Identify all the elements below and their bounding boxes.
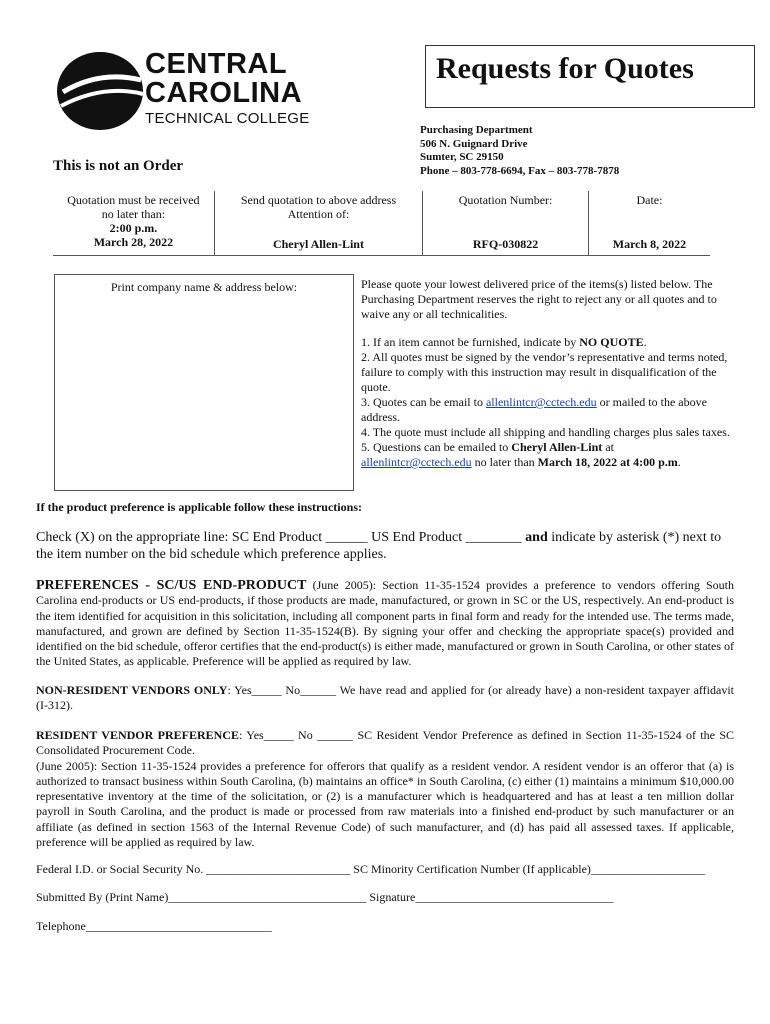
preferences-text: (June 2005): Section 11-35-1524 provides a preference to vendors offering South Carolina end-products or US end-products, if those products are made, manufactured, or grown in SC or the US, respectively. An end-product is the item identified for acquisition in this solicitation, including all component parts in final form and ready for the intended use. The terms made, manufactured, and grown are defined by Section 11-35-1524(B). By signing your offer and checking the appropriate space(s) provided and identified on the bid schedule, offeror certifies that the end-product(s) is either made, manufactured or grown in South Carolina, or other states of the United States, as applicable. Preference will be applied as required by law. <box>36 578 735 669</box>
deadline-cell <box>53 191 214 256</box>
no-quote-term: NO QUOTE <box>579 335 644 349</box>
check-and: and <box>525 530 548 545</box>
check-text: Check (X) on the appropriate line: SC End Product ______ US End Product ________ <box>36 530 526 545</box>
telephone-line[interactable]: Telephone_______________________________ <box>36 919 272 933</box>
resident-definition: (June 2005): Section 11-35-1524 provides a preference for offerors that qualify as a resident vendor. A resident vendor is an offeror that (a) is authorized to transact business within South Carolina, (b) maintains an office* in South Carolina, (c) either (1) maintains a minimum $10,000.00 representative inventory at the time of the solicitation, or (2) is a manufacturer which is headquartered and has at least a ten million dollar payroll in South Carolina, and the product is made or processed from raw materials into a finished end-product by such manufacturer or an affiliate (as defined in section 1563 of the Internal Revenue Code) of such manufacturer, and (d) has paid all assessed taxes. If applicable, preference will be applied as required by law. <box>36 758 734 850</box>
date-cell <box>588 191 710 256</box>
deadline-time: 2:00 p.m. <box>109 221 158 235</box>
quote-number: RFQ-030822 <box>472 237 539 251</box>
resident-section <box>36 728 734 850</box>
quote-number-cell <box>423 191 589 256</box>
instruction-5 <box>361 440 731 470</box>
instruction-2: 2. All quotes must be signed by the vendor’s representative and terms noted, failure to comply with this instruction may result in disqualification of the quote. <box>361 350 728 394</box>
attention-label: Attention of: <box>287 207 350 221</box>
nonresident-section <box>36 683 734 714</box>
instructions-intro: Please quote your lowest delivered price of the items(s) listed below. The Purchasing Department reserves the right to reject any or all quotes and to waive any or all technicalities. <box>361 277 717 321</box>
deadline-date: March 28, 2022 <box>93 235 174 249</box>
submitted-by-line[interactable]: Submitted By (Print Name)_________________________________ Signature_________________________________ <box>36 890 614 904</box>
deadline-label-2: no later than: <box>101 207 166 221</box>
address-city: Sumter, SC 29150 <box>420 151 504 163</box>
instruction-4: 4. The quote must include all shipping and handling charges plus sales taxes. <box>361 425 730 439</box>
address-dept: Purchasing Department <box>420 124 533 136</box>
instruction-5-at: at <box>602 440 614 454</box>
company-address-box[interactable] <box>54 274 354 491</box>
send-to-cell <box>214 191 422 256</box>
title-box <box>425 45 755 108</box>
send-label: Send quotation to above address <box>240 193 397 207</box>
date-label: Date: <box>636 193 663 207</box>
preference-instructions-heading: If the product preference is applicable follow these instructions: <box>36 500 362 514</box>
end-product-check-line <box>36 530 734 563</box>
preferences-section <box>36 578 734 670</box>
instructions <box>361 277 731 470</box>
company-address-label: Print company name & address below: <box>110 280 298 294</box>
logo-emblem-icon <box>55 50 145 132</box>
instruction-1: 1. If an item cannot be furnished, indicate by NO QUOTE. <box>361 335 647 349</box>
preferences-heading: PREFERENCES - SC/US END-PRODUCT <box>36 578 307 593</box>
quote-info-table <box>53 191 710 256</box>
check-text-2: indicate by asterisk (*) next to the item number on the bid schedule which preference applies. <box>36 530 722 562</box>
instruction-3 <box>361 395 731 425</box>
instruction-3-text: 3. Quotes can be email to <box>361 395 486 409</box>
attention-name: Cheryl Allen-Lint <box>272 237 364 251</box>
logo-line-central: CENTRAL <box>145 48 288 80</box>
logo-line-carolina: CAROLINA <box>145 77 303 109</box>
email-link-2[interactable]: allenlintcr@cctech.edu <box>361 455 472 469</box>
college-logo <box>55 50 325 130</box>
page-title: Requests for Quotes <box>436 52 694 85</box>
logo-line-technical: TECHNICAL COLLEGE <box>145 110 310 127</box>
instruction-5-tail: no later than <box>471 455 538 469</box>
resident-heading: RESIDENT VENDOR PREFERENCE <box>36 728 239 742</box>
not-order-notice: This is not an Order <box>53 158 184 174</box>
purchasing-address <box>420 124 619 178</box>
instruction-3-tail: or mailed to the above address. <box>361 395 707 424</box>
address-phone: Phone – 803-778-6694, Fax – 803-778-7878 <box>420 164 620 177</box>
address-street: 506 N. Guignard Drive <box>420 137 528 150</box>
nonresident-text: : Yes_____ No______ We have read and applied for (or already have) a non-resident taxpayer affidavit (I-312). <box>36 683 734 713</box>
instruction-1-text: 1. If an item cannot be furnished, indicate by <box>361 335 580 349</box>
question-deadline: March 18, 2022 at 4:00 p.m <box>537 455 678 469</box>
instruction-5-text: 5. Questions can be emailed to <box>361 440 512 454</box>
email-link[interactable]: allenlintcr@cctech.edu <box>485 395 597 409</box>
date-value: March 8, 2022 <box>612 237 687 251</box>
instruction-5-end: . <box>677 455 681 469</box>
quote-number-label: Quotation Number: <box>458 193 553 207</box>
deadline-label: Quotation must be received <box>67 193 200 207</box>
contact-name: Cheryl Allen-Lint <box>511 440 603 454</box>
federal-id-line[interactable]: Federal I.D. or Social Security No. ________________________ SC Minority Certification Number (If applicable)___________________ <box>36 862 705 876</box>
nonresident-heading: NON-RESIDENT VENDORS ONLY <box>36 683 228 697</box>
resident-text: : Yes_____ No ______ SC Resident Vendor Preference as defined in Section 11-35-1524 of the SC Consolidated Procurement Code. <box>36 728 734 758</box>
